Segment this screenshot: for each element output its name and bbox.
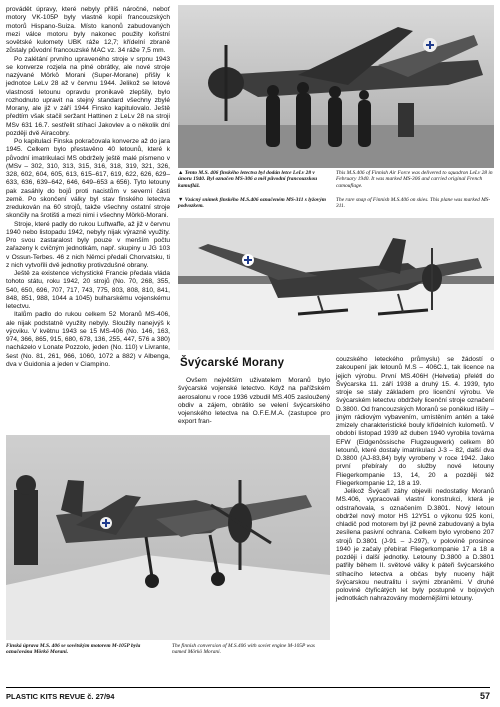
caption-bottom-czech: Finská úprava M.S. 406 se sovětským motorem M-105P byla označována Mörkö Morani. — [6, 643, 141, 656]
photo-ms406-on-skis — [178, 218, 494, 350]
swiss-intro-column — [178, 377, 330, 429]
triangle-up-icon: ▲ — [178, 170, 184, 176]
article-paragraph: couzského leteckého průmyslu) se žádostí o zakoupení jak letounů M.S – 406C.1, tak licence na jejich výrobu. První MS.406H (Helvetia) přelétl do Švýcarska 11. září 1938 a druhý 15. 4. 1939, tyto stroje se staly základem pro licenční výrobu. Ve švýcarském letectvu obdržely licenční stroje označení D.3800. Od francouzských Moranů se poněkud lišily – jiným rádiovým vybavením, umístěním antén a také zmizely charakteristické bouly křídelních kulometů. V období listopad 1939 až duben 1940 vyrobila továrna EFW (Eidgenössische Flugzeugwerk) celkem 80 letounů, které dostaly imatrikulaci J-3 – 82, další dva D.3800 (AJ-83,84) byly vyrobeny v roce 1942. Jako první přebíraly do služby nové letouny Fliegerkompanie 13, 14, 20 a později též Fliegerkompanie 12, 18 a 19. — [336, 356, 494, 487]
article-paragraph: Po kapitulaci Finska pokračovala konverze až do jara 1945. Celkem bylo přestavěno 40 letounů, které k původní imatrikulaci MS obdržely ještě malé písmeno v (MSv – 302, 310, 313, 315, 316, 318, 319, 321, 326, 328, 602, 604, 605, 613, 615–617, 619, 622, 626, 629–633, 636, 639–642, 646, 649–653 a 656). Tyto letouny pak zasáhly do bojů proti nacistům v severní části země. Po skončení války byl stav finského letectva zredukován na 60 strojů, takže všechny ostatní stroje skončily na šrotišti a mezi nimi i všechny Mörkö-Morani. — [6, 138, 170, 220]
photo-morko-morani — [6, 435, 330, 640]
section-title: Švýcarské Morany — [180, 357, 285, 369]
article-paragraph: Po zalétání prvního upraveného stroje v srpnu 1943 se konverze rozjela na plné obrátky, ale nové stroje nazývané Mörkö Morani (Super-Morane) přišly k jednotce LeLv 28 až v červnu 1944. Jelikož se letové vlastnosti letounu opravdu pronikavě zlepšily, bylo rozhodnuto upravit na stejný standard všechny zbylé Morany, ale již v září 1944 Finsko kapitulovalo. Ještě předtím však stačil seržant Hattinen z LeLv 28 na stroji MSv 631 16.7. sestřelit stíhací Jakovlev a o několik dní později dvě Airacobry. — [6, 55, 170, 137]
magazine-name: PLASTIC KITS REVUE č. 27/94 — [6, 691, 115, 701]
caption-ski-english: The rare snap of Finnish M.S.406 on skies. This plane was marked MS-311. — [336, 197, 491, 210]
page-footer — [6, 687, 490, 701]
caption-top-english: This M.S.406 of Finnish Air Force was delivered to squadron LeLv 28 in February 1940. It was marked MS-306 and carried original French camouflage. — [336, 170, 493, 189]
article-paragraph: Jelikož Švýcaři záhy objevili nedostatky Moranů MS.406, vypracovali vlastní konstrukci, která je odstraňovala, s označením D.3801. Nový letoun obdržel nový motor HS 12Y51 o výkonu 925 koní, chladič pod motorem byl již pevně zabudovaný a byla zesílena pasivní ochrana. Celkem bylo vyrobeno 207 strojů D.3801 (J-91 – J-297), v polovině prosince 1940 je začaly přebírat Fliegerkompanie 17 a 18 a později i další jednotky. Letouny D.3800 a D.3801 patřily během II. světové války k páteři švýcarského stíhacího letectva a občas byly nuceny hájit švýcarskou neutralitu i svými zbraněmi. V druhé polovině čtyřicátých let byly postupně v bojových jednotkách nahrazovány modernějšími letouny. — [336, 488, 494, 603]
swiss-main-column — [336, 356, 494, 678]
page-number: 57 — [479, 691, 490, 701]
photo-finnish-ms406-with-crew-image — [178, 5, 494, 168]
caption-bottom-english: The finnish conversion of M.S.406 with soviet engine M-105P was named Mörkö Morani. — [172, 643, 315, 656]
article-paragraph: Ovšem největším uživatelem Moranů bylo švýcarské vojenské letectvo. Když na pařížském aerosalonu v roce 1936 vzbudil MS.405 zasloužený obdiv a zájem, obrátilo se velení švýcarského vojenského letectva na O.F.E.M.A. (zastupce pro export fran- — [178, 377, 330, 426]
photo-ms406-on-skis-image — [178, 218, 494, 350]
photo-finnish-ms406-with-crew — [178, 5, 494, 168]
article-paragraph: Ještě za existence vichystické Francie předala vláda tohoto státu, roku 1942, 20 strojů (No. 70, 268, 355, 540, 650, 696, 707, 717, 743, 775, 803, 808, 810, 841, 848, 851, 988, 1044 a 1045) bulharskému vojenskému letectvu. — [6, 270, 170, 310]
article-paragraph: provádět úpravy, které nebyly příliš náročné, neboť motory VK-105P byly vlastně kopií francouzských motorů Hispano-Suiza. Místo kanonů zabudovaných mezi válce motoru byly nakonec použity kořistní sovětské kulomety UBK ráže 12,7; křídelní zbraně zůstaly původní francouzské MAC vz. 34 ráže 7,5 mm. — [6, 6, 170, 55]
caption-top-czech: ▲ Tento M.S. 406 finského letectva byl dodán letce LeLv 28 v únoru 1940. Byl označen MS-306 a měl původní francouzskou kamufláž. — [178, 170, 318, 189]
article-paragraph: Stroje, které padly do rukou Luftwaffe, až již v červnu 1940 nebo listopadu 1942, nebyly nijak výrazně využity. Pro svou zastaralost byly pouze v menším počtu zařazeny k cvičným jednotkám, např. skupiny u JG 103 v Ossun-Terbes. 46 z nich Němci předali Chorvatsku, ti z nich vytvořili dvě jednotky protivzdušné obrany. — [6, 220, 170, 269]
caption-ski-czech: ▼ Vzácný snímek finského M.S.406 označeném MS-311 s lyžovým podvozkem. — [178, 197, 326, 210]
photo-morko-morani-image — [6, 435, 330, 640]
article-paragraph: Italům padlo do rukou celkem 52 Moranů MS-406, ale nijak podstatně využity nebyly. Sloužily nanejvýš k výcviku. V květnu 1943 se 15 MS-406 (No. 146, 163, 974, 366, 865, 915, 680, 678, 136, 255, 447, 576 a 380) nacházelo v Lonate Pozzolo, jeden (No. 110) v Livrante, šest (No. 81, 261, 966, 1060, 1072 a 882) v Albenga, dva v Guidonia a jeden v Ciampino. — [6, 311, 170, 368]
triangle-down-icon: ▼ — [178, 197, 184, 203]
